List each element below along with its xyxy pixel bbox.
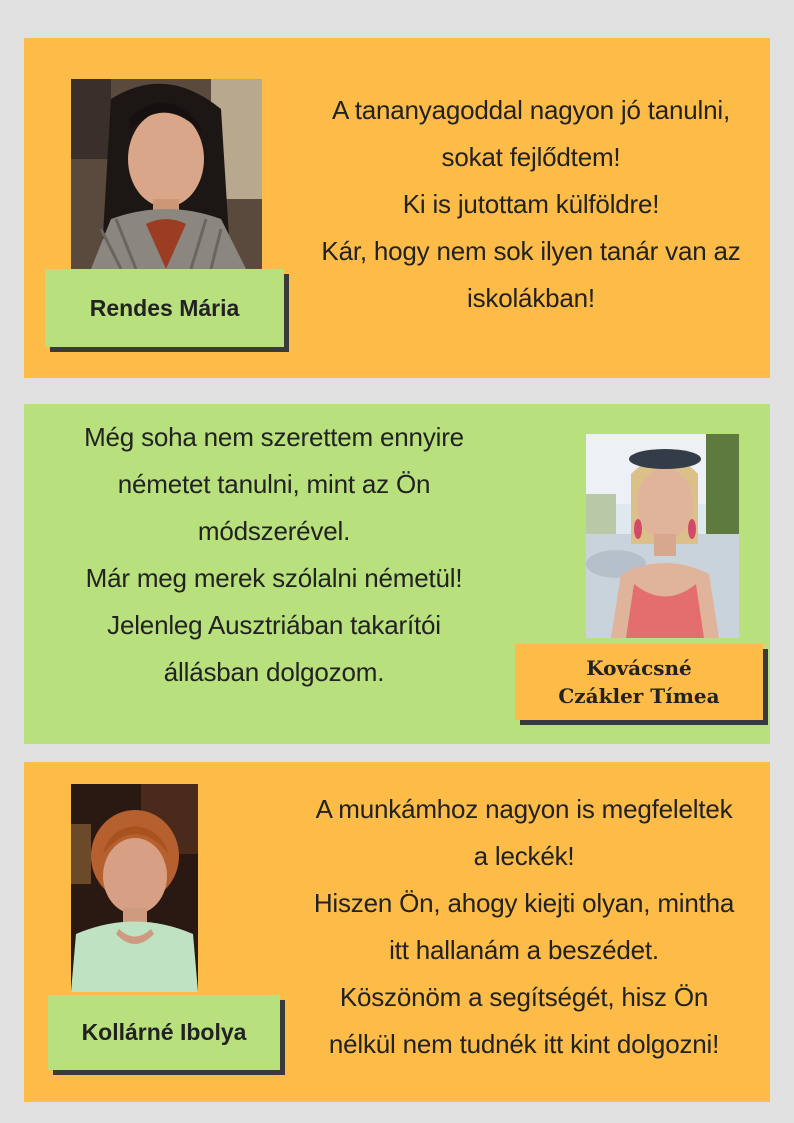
quote-line: módszerével. [197,516,351,546]
name-label: Kollárné Ibolya [48,995,280,1070]
quote-line: Köszönöm a segítségét, hisz Ön [339,982,709,1012]
testimonial-quote [54,414,494,696]
testimonial-quote [282,786,766,1068]
quote-line: Ki is jutottam külföldre! [402,189,660,219]
photo-rendes-maria [71,79,262,269]
name-label [515,644,763,720]
quote-line: nélkül nem tudnék itt kint dolgozni! [328,1029,720,1059]
quote-line: a leckék! [473,841,575,871]
quote-line: itt hallanám a beszédet. [389,935,659,965]
testimonial-card-1 [24,38,770,378]
photo-kovacsne-czakler-timea [586,434,739,638]
quote-line: iskolákban! [467,283,595,313]
testimonial-card-2 [24,404,770,744]
testimonial-card-3 [24,762,770,1102]
quote-line: állásban dolgozom. [163,657,385,687]
name-label: Rendes Mária [45,269,284,347]
testimonial-quote [292,87,770,322]
quote-line: Már meg merek szólalni németül! [85,563,463,593]
quote-line: Hiszen Ön, ahogy kiejti olyan, mintha [313,888,735,918]
quote-line: Még soha nem szerettem ennyire [84,422,464,452]
photo-kollarne-ibolya [71,784,198,992]
quote-line: sokat fejlődtem! [441,142,621,172]
quote-line: A munkámhoz nagyon is megfeleltek [315,794,733,824]
quote-line: németet tanulni, mint az Ön [117,469,431,499]
quote-line: A tananyagoddal nagyon jó tanulni, [332,95,730,125]
name-line: Czákler Tímea [558,684,720,708]
name-line: Kovácsné [586,656,692,680]
quote-line: Jelenleg Ausztriában takarítói [107,610,441,640]
quote-line: Kár, hogy nem sok ilyen tanár van az [321,236,741,266]
